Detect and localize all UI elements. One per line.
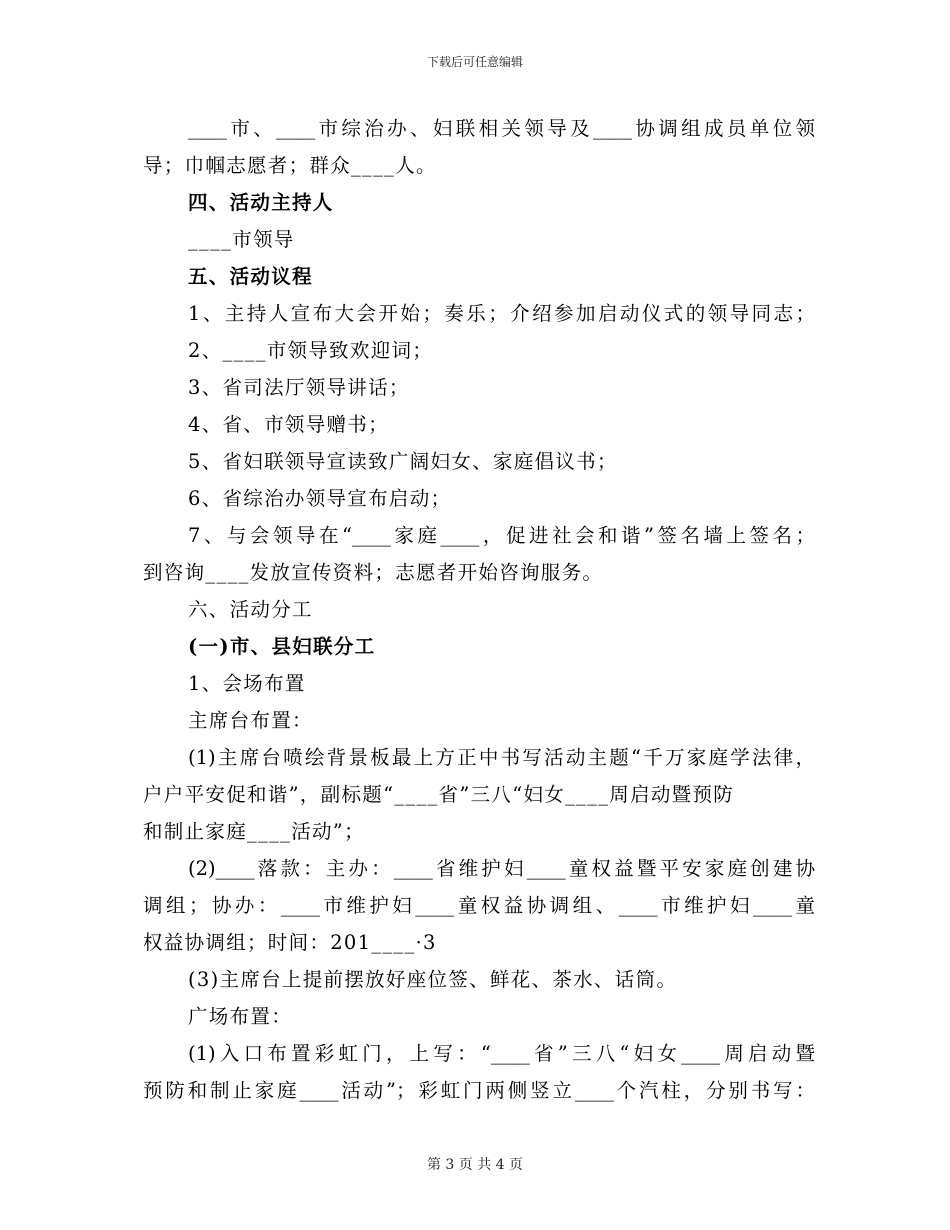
text-line: 主席台布置： [188,709,313,732]
text-line: 和制止家庭____活动”； [143,820,365,843]
document-body [143,110,815,1109]
text-line: 广场布置： [188,1005,293,1028]
text-line: (1)主席台喷绘背景板最上方正中书写活动主题“千万家庭学法律， [188,746,815,769]
text-line: 1、主持人宣布大会开始；奏乐；介绍参加启动仪式的领导同志； [188,302,815,325]
text-line: 调组；协办：____市维护妇____童权益协调组、____市维护妇____童 [143,894,815,917]
text-line: 预防和制止家庭____活动”；彩虹门两侧竖立____个汽柱，分别书写： [143,1079,815,1102]
text-line: 5、省妇联领导宣读致广阔妇女、家庭倡议书； [188,450,618,473]
text-line: ____市领导 [188,228,295,251]
text-line: (2)____落款：主办：____省维护妇____童权益暨平安家庭创建协 [188,857,815,880]
text-line: 6、省综治办领导宣布启动； [188,487,452,510]
text-line: 7、与会领导在“____家庭____，促进社会和谐”签名墙上签名； [188,524,815,547]
section-heading: 四、活动主持人 [188,191,334,214]
text-line: 六、活动分工 [188,598,313,621]
text-line: 4、省、市领导赠书； [188,413,389,436]
text-line: 户户平安促和谐”，副标题“____省”三八“妇女____周启动暨预防 [143,783,735,806]
text-line: 2、____市领导致欢迎词； [188,339,434,362]
text-line: (1)入口布置彩虹门，上写：“____省”三八“妇女____周启动暨 [188,1042,815,1065]
page-header: 下载后可任意编辑 [426,55,523,69]
text-line: 导；巾帼志愿者；群众____人。 [143,154,437,177]
text-line: 权益协调组；时间：201____·3 [143,931,437,954]
text-line: 1、会场布置 [188,672,306,695]
text-line: 到咨询____发放宣传资料；志愿者开始咨询服务。 [143,561,604,584]
text-line: 3、省司法厅领导讲话； [188,376,410,399]
page-footer: 第 3 页 共 4 页 [426,1157,524,1173]
section-heading: 五、活动议程 [188,265,313,288]
section-heading: (一)市、县妇联分工 [188,635,376,658]
text-line: ____市、____市综治办、妇联相关领导及____协调组成员单位领 [188,117,815,140]
text-line: (3)主席台上提前摆放好座位签、鲜花、茶水、话筒。 [188,968,678,991]
